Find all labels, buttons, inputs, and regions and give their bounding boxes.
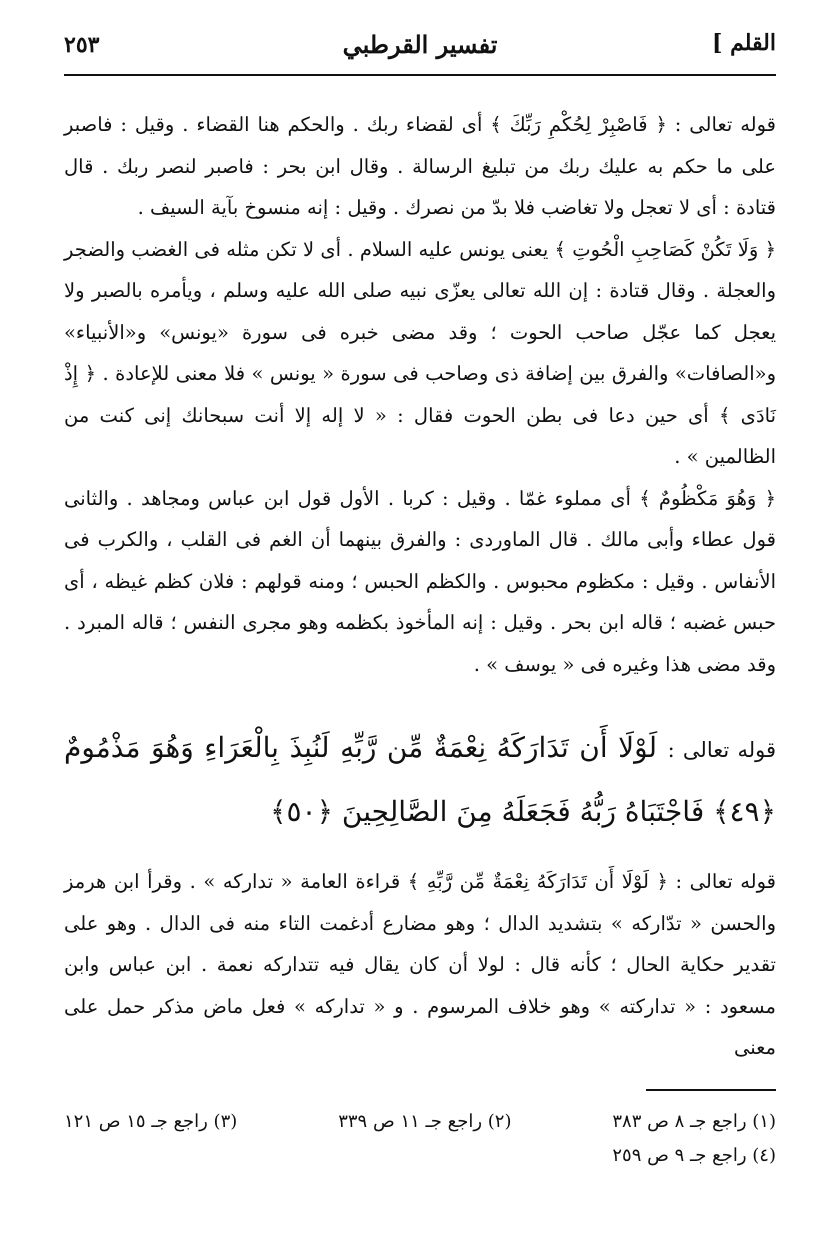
running-header-title: تفسير القرطبي bbox=[342, 30, 498, 59]
commentary-paragraph: قوله تعالى : ﴿ لَوْلَا أَن تَدَارَكَهُ نِعْمَةٌ مِّن رَّبِّهِ ﴾ قراءة العامة « تداركه » . وقرأ ابن هرمز والحسن « تدّاركه » بتشديد الدال ؛ وهو مضارع أدغمت التاء منه فى الدال . وهو على تقدير حكاية الحال ؛ كأنه قال : لولا أن كان يقال فيه تتداركه نعمة . ابن عباس وابن مسعود : « تداركته » وهو خلاف المرسوم . و « تداركه » فعل ماض مذكر حمل على معنى bbox=[64, 870, 776, 1059]
surah-name: القلم bbox=[730, 30, 776, 56]
main-text bbox=[64, 104, 776, 1069]
footnotes bbox=[64, 1105, 776, 1173]
page-header bbox=[64, 0, 776, 78]
footnote-1: (١) راجع جـ ٨ ص ٣٨٣ bbox=[612, 1110, 776, 1132]
paragraph-3: ﴿ وَهُوَ مَكْظُومٌ ﴾ أى مملوء غمّا . وقيل : كربا . الأول قول ابن عباس ومجاهد . والثانى قول عطاء وأبى مالك . قال الماوردى : والفرق بينهما أن الغم فى القلب ، والكرب فى الأنفاس . وقيل : مكظوم محبوس . والكظم الحبس ؛ ومنه قولهم : فلان كظم غيظه ، أى حبس غضبه ؛ قاله ابن بحر . وقيل : إنه المأخوذ بكظمه وهو مجرى النفس ؛ قاله المبرد . وقد مضى هذا وغيره فى « يوسف » . bbox=[64, 486, 776, 676]
footnote-row bbox=[64, 1139, 776, 1173]
verse-lead: قوله تعالى : bbox=[667, 738, 777, 762]
header-rule bbox=[64, 74, 776, 76]
paragraph-1: قوله تعالى : ﴿ فَاصْبِرْ لِحُكْمِ رَبِّكَ ﴾ أى لقضاء ربك . والحكم هنا القضاء . وقيل : فاصبر على ما حكم به عليك ربك من تبليغ الرسالة . وقال ابن بحر : فاصبر لنصر ربك . قال قتادة : أى لا تعجل ولا تغاضب فلا بدّ من نصرك . وقيل : إنه منسوخ بآية السيف . bbox=[64, 113, 776, 219]
verse-text: لَوْلَا أَن تَدَارَكَهُ نِعْمَةٌ مِّن رَّبِّهِ لَنُبِذَ بِالْعَرَاءِ وَهُوَ مَذْمُومٌ ﴿٤٩﴾ فَاجْتَبَاهُ رَبُّهُ فَجَعَلَهُ مِنَ الصَّالِحِينَ ﴿٥٠﴾ bbox=[64, 731, 776, 828]
header-bracket: ] bbox=[712, 30, 723, 56]
footnote-row bbox=[64, 1105, 776, 1139]
footnote-3: (٣) راجع جـ ١٥ ص ١٢١ bbox=[64, 1110, 238, 1132]
quran-verse bbox=[64, 717, 776, 843]
page-number: ٢٥٣ bbox=[64, 32, 100, 58]
footnote-2: (٢) راجع جـ ١١ ص ٣٣٩ bbox=[338, 1110, 512, 1132]
footnote-rule bbox=[646, 1089, 776, 1091]
footnote-4: (٤) راجع جـ ٩ ص ٢٥٩ bbox=[612, 1144, 776, 1166]
paragraph-2: ﴿ وَلَا تَكُنْ كَصَاحِبِ الْحُوتِ ﴾ يعنى يونس عليه السلام . أى لا تكن مثله فى الغضب والضجر والعجلة . وقال قتادة : إن الله تعالى يعزّى نبيه صلى الله عليه وسلم ، ويأمره بالصبر ولا يعجل كما عجّل صاحب الحوت ؛ وقد مضى خبره فى سورة «يونس» و«الأنبياء» و«الصافات» والفرق بين إضافة ذى وصاحب فى سورة « يونس » فلا معنى للإعادة . ﴿ إِذْ نَادَى ﴾ أى حين دعا فى بطن الحوت فقال : « لا إله إلا أنت سبحانك إنى كنت من الظالمين » . bbox=[64, 237, 776, 468]
